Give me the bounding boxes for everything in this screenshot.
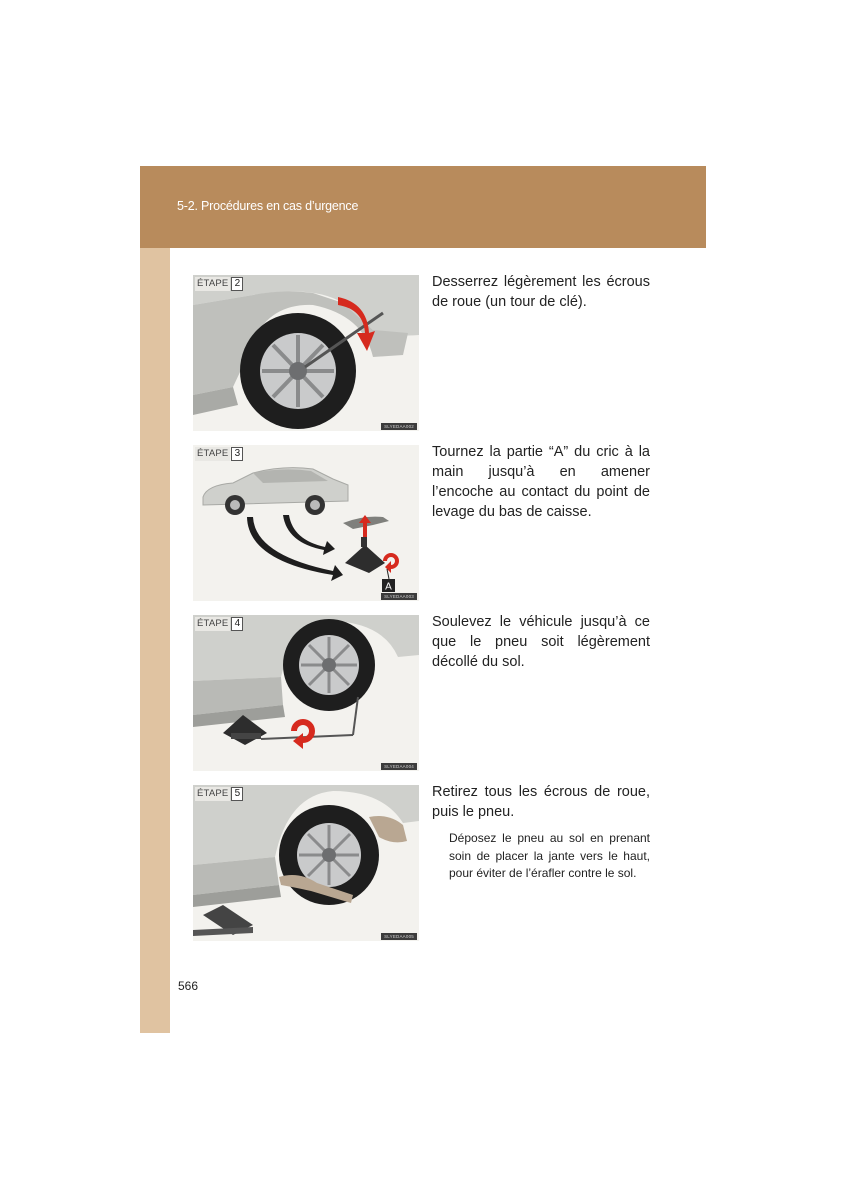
step-3-label-text: ÉTAPE — [197, 448, 229, 459]
step-2-image-code: SLYEDAA002 — [381, 423, 417, 430]
step-4-label-text: ÉTAPE — [197, 618, 229, 629]
step-3-text: Tournez la partie “A” du cric à la main jusqu’à en amener l’encoche au contact du point de levage du bas de caisse. — [432, 444, 650, 520]
step-2-label-text: ÉTAPE — [197, 278, 229, 289]
jack-part-a-callout: A — [385, 581, 392, 593]
step-2-text: Desserrez légèrement les écrous de roue (un tour de clé). — [432, 274, 650, 310]
page-number: 566 — [178, 979, 199, 993]
step-2-illustration — [193, 275, 419, 431]
step-4-label — [195, 617, 243, 631]
step-5-text: Retirez tous les écrous de roue, puis le pneu. — [432, 784, 650, 820]
section-title: 5-2. Procédures en cas d’urgence — [177, 199, 359, 213]
section-header — [140, 166, 706, 248]
step-2-number: 2 — [231, 277, 243, 291]
loosen-wheel-nuts-image — [193, 275, 419, 431]
position-jack-image — [193, 445, 419, 601]
step-5-note: Déposez le pneu au sol en prenant soin de placer la jante vers le haut, pour éviter de l’érafler contre le sol. — [449, 831, 650, 880]
step-3-illustration — [193, 445, 419, 601]
step-3-label — [195, 447, 243, 461]
step-4-number: 4 — [231, 617, 243, 631]
step-5-number: 5 — [231, 787, 243, 801]
step-4-image-code: SLYEDAA004 — [381, 763, 417, 770]
step-5-illustration — [193, 785, 419, 941]
step-5-label-text: ÉTAPE — [197, 788, 229, 799]
remove-tire-image — [193, 785, 419, 941]
step-3-image-code: SLYEDAA003 — [381, 593, 417, 600]
raise-vehicle-image — [193, 615, 419, 771]
step-5-label — [195, 787, 243, 801]
step-4-illustration — [193, 615, 419, 771]
step-3-number: 3 — [231, 447, 243, 461]
step-2-label — [195, 277, 243, 291]
page-side-strip — [140, 247, 170, 1033]
step-4-text: Soulevez le véhicule jusqu’à ce que le pneu soit légèrement décollé du sol. — [432, 614, 650, 670]
step-5-image-code: SLYEDAA005 — [381, 933, 417, 940]
